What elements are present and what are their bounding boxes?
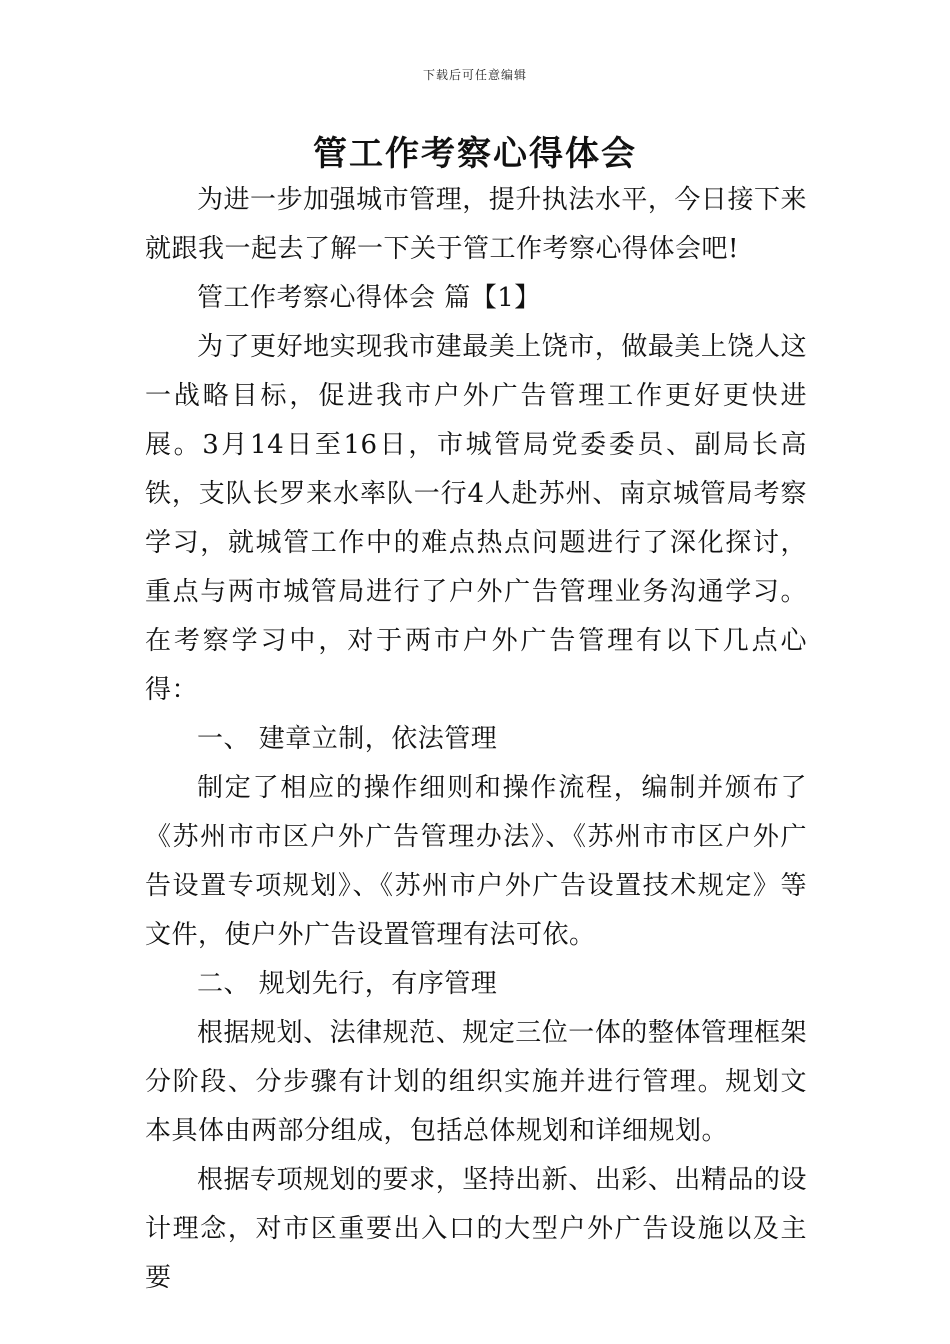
subheading-one: 一、 建章立制，依法管理 (197, 724, 498, 754)
body-paragraph: 制定了相应的操作细则和操作流程，编制并颁布了《苏州市市区户外广告管理办法》、《苏州市市区户外广告设置专项规划》、《苏州市户外广告设置技术规定》等文件，使户外广告设置管理有法可依。 (145, 773, 807, 950)
document-title: 管工作考察心得体会 (313, 134, 637, 174)
document-body (145, 176, 807, 1303)
body-paragraph: 根据专项规划的要求，坚持出新、出彩、出精品的设计理念，对市区重要出入口的大型户外广告设施以及主要 (145, 1165, 807, 1293)
body-paragraph: 根据规划、法律规范、规定三位一体的整体管理框架分阶段、分步骤有计划的组织实施并进行管理。规划文本具体由两部分组成，包括总体规划和详细规划。 (145, 1018, 807, 1146)
subheading-two: 二、 规划先行，有序管理 (197, 969, 498, 999)
intro-paragraph: 为进一步加强城市管理，提升执法水平，今日接下来就跟我一起去了解一下关于管工作考察心得体会吧! (145, 185, 807, 264)
section-heading: 管工作考察心得体会 篇【1】 (197, 283, 541, 313)
header-note: 下载后可任意编辑 (422, 68, 527, 82)
body-paragraph: 为了更好地实现我市建最美上饶市，做最美上饶人这一战略目标，促进我市户外广告管理工作更好更快进展。3月14日至16日，市城管局党委委员、副局长高铁，支队长罗来水率队一行4人赴苏州、南京城管局考察学习，就城管工作中的难点热点问题进行了深化探讨，重点与两市城管局进行了户外广告管理业务沟通学习。在考察学习中，对于两市户外广告管理有以下几点心得： (145, 332, 807, 705)
